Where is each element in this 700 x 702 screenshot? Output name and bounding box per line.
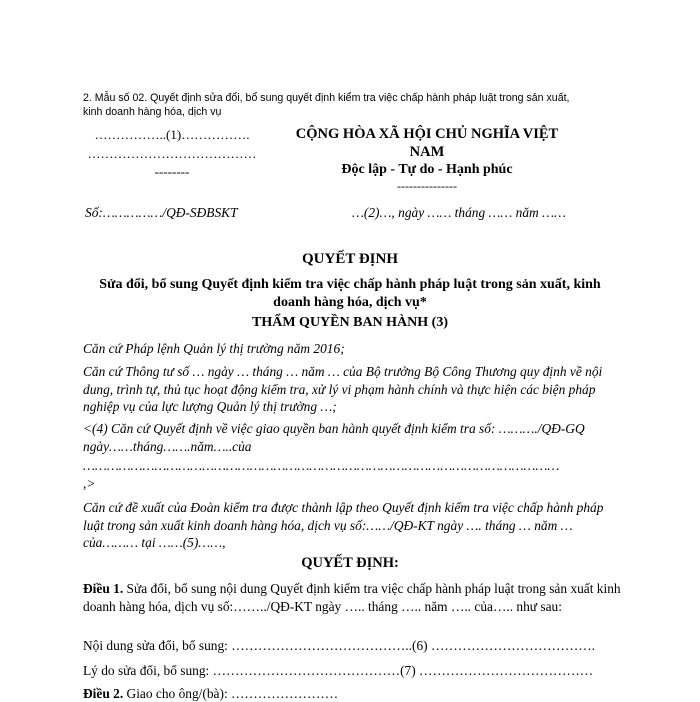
basis-delegation: <(4) Căn cứ Quyết định về việc giao quyền ban hành quyết định kiểm tra số: ………./QĐ-GQ ngày……tháng…….năm…..của xyxy=(83,421,585,454)
form-note-line-1: 2. Mẫu số 02. Quyết định sửa đổi, bổ sung quyết định kiểm tra việc chấp hành pháp luật trong sản xuất, xyxy=(83,92,570,104)
amendment-content-line: Nội dung sửa đổi, bổ sung: …………………………………..(6) ………………………………. xyxy=(83,638,596,653)
article-2-label: Điều 2. xyxy=(83,686,124,701)
article-2-text: Giao cho ông/(bà): …………………… xyxy=(123,686,339,701)
basis-inspection-proposal: Căn cứ đề xuất của Đoàn kiểm tra được thành lập theo Quyết định kiểm tra việc chấp hành pháp luật trong sản xuất kinh doanh hàng hóa, dịch vụ số:……/QĐ-KT ngày …. tháng … năm … của……… tại ……(5)……, xyxy=(83,500,604,550)
nation-title-line-1: CỘNG HÒA XÃ HỘI CHỦ NGHĨA VIỆT xyxy=(295,126,559,142)
agency-name-line-2: ………………………………… xyxy=(87,146,257,161)
article-1-text: Sửa đổi, bổ sung nội dung Quyết định kiểm tra việc chấp hành pháp luật trong sản xuất kinh doanh hàng hóa, dịch vụ số:……../QĐ-KT ngày ….. tháng ….. năm ….. của….. như sau: xyxy=(83,581,621,614)
basis-circular: Căn cứ Thông tư số … ngày … tháng … năm … của Bộ trưởng Bộ Công Thương quy định về nội dung, trình tự, thủ tục hoạt động kiểm tra, xử lý vi phạm hành chính và thực hiện các biện pháp nghiệp vụ của lực lượng Quản lý thị trường …; xyxy=(83,364,603,414)
national-motto: Độc lập - Tự do - Hạnh phúc xyxy=(341,162,513,177)
issue-date: …(2)…, ngày …… tháng …… năm …… xyxy=(352,205,566,220)
form-note-line-2: kinh doanh hàng hóa, dịch vụ xyxy=(83,106,222,118)
article-1-label: Điều 1. xyxy=(83,581,124,596)
decision-number: Số:……………/QĐ-SĐBSKT xyxy=(85,205,238,220)
document-subtitle: Sửa đổi, bổ sung Quyết định kiểm tra việc chấp hành pháp luật trong sản xuất, kinh doanh hàng hóa, dịch vụ* xyxy=(99,277,601,310)
nation-title-line-2: NAM xyxy=(409,144,445,160)
agency-divider: -------- xyxy=(154,164,190,179)
amendment-reason-line: Lý do sửa đổi, bổ sung: ……………………………………(7) ………………………………… xyxy=(83,663,594,678)
basis-ordinance: Căn cứ Pháp lệnh Quản lý thị trường năm 2016; xyxy=(83,341,345,356)
decision-heading: QUYẾT ĐỊNH: xyxy=(301,555,399,571)
issuing-authority: THẨM QUYỀN BAN HÀNH (3) xyxy=(252,315,448,330)
article-1 xyxy=(83,580,623,615)
basis-delegation-dots: ………………………………………………………………………………………………………… xyxy=(83,458,560,473)
basis-delegation-end: ,> xyxy=(83,476,96,491)
motto-divider: --------------- xyxy=(397,179,457,193)
document-title: QUYẾT ĐỊNH xyxy=(302,251,398,267)
agency-name-line-1: ……………..(1)……………. xyxy=(94,127,250,142)
